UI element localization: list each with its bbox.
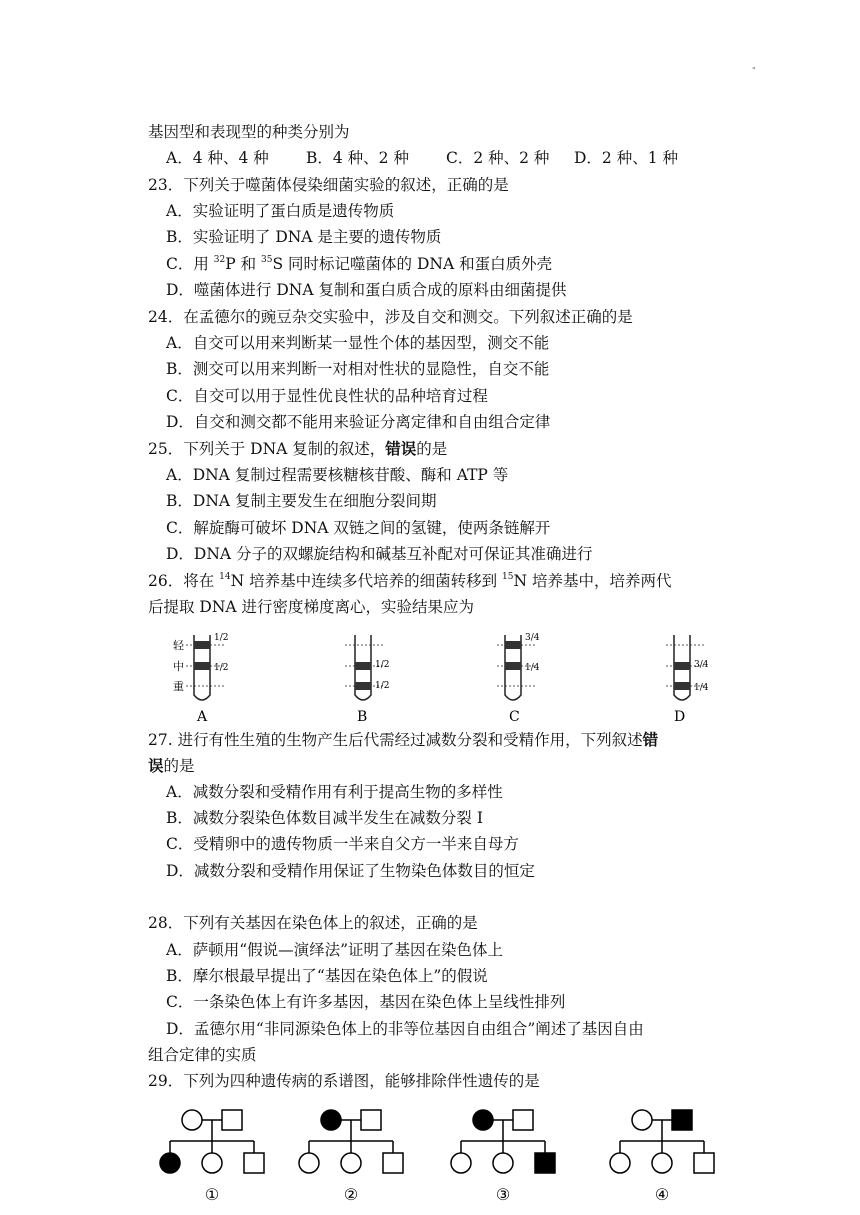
q23-c-pre: C．用 [166, 255, 214, 273]
q26-stem-line1 [148, 571, 671, 591]
tube-b-band-heavy [355, 682, 371, 690]
q27-l1-emphasis: 错 [642, 730, 659, 749]
tube-d-band-middle [674, 662, 690, 670]
tube-b-band-middle [355, 662, 371, 670]
q26-centrifuge-figure [0, 625, 860, 725]
pedigree-1-child-1-female [160, 1153, 180, 1173]
q24-stem: 24．在孟德尔的豌豆杂交实验中，涉及自交和测交。下列叙述正确的是 [148, 308, 633, 326]
q27-stem-line1 [148, 730, 658, 750]
pedigree-3-label: ③ [495, 1185, 511, 1204]
q24-option-d: D．自交和测交都不能用来验证分离定律和自由组合定律 [166, 413, 551, 431]
corner-mark: " [752, 66, 756, 75]
tube-c-fraction-2: 1/4 [525, 663, 540, 673]
pedigree-4-father [672, 1110, 692, 1130]
q23-c-sup2: 35 [261, 255, 273, 265]
q23-stem: 23．下列关于噬菌体侵染细菌实验的叙述，正确的是 [148, 176, 509, 194]
tube-d [666, 635, 709, 725]
pedigree-2-child-2-female [341, 1153, 361, 1173]
q23-c-post: S 同时标记噬菌体的 DNA 和蛋白质外壳 [272, 255, 553, 273]
tube-b-label: B [357, 709, 368, 725]
pedigree-2-mother [321, 1110, 341, 1130]
pedigree-3-father [513, 1110, 533, 1130]
pedigree-4-label: ④ [654, 1185, 670, 1204]
tube-a-fraction-1: 1/2 [214, 633, 229, 643]
q25-stem-post: 的是 [416, 440, 448, 458]
q27-l1-pre: 27. 进行有性生殖的生物产生后代需经过减数分裂和受精作用，下列叙述 [148, 731, 643, 749]
q26-l1-pre: 26．将在 [148, 572, 220, 590]
q23-option-c [166, 254, 552, 274]
pedigree-1-mother [182, 1110, 202, 1130]
row-label-middle: 中 [173, 660, 184, 673]
pedigree-2-child-3-male [383, 1153, 403, 1173]
pedigree-4-child-2-female [652, 1153, 672, 1173]
q26-stem-line2: 后提取 DNA 进行密度梯度离心，实验结果应为 [148, 598, 475, 616]
q24-option-b: B．测交可以用来判断一对相对性状的显隐性，自交不能 [166, 360, 550, 378]
tube-d-label: D [674, 709, 686, 725]
pedigree-1-child-2-female [202, 1153, 222, 1173]
q22-option-b: B．4 种、2 种 [306, 149, 409, 167]
q23-option-b: B．实验证明了 DNA 是主要的遗传物质 [166, 228, 442, 246]
tube-a-label: A [197, 709, 208, 725]
tube-b [345, 635, 389, 725]
tube-a-fraction-2: 1/2 [214, 663, 229, 673]
tube-b-fraction-1: 1/2 [375, 660, 390, 670]
q22-option-d: D．2 种、1 种 [574, 149, 679, 167]
q22-tail: 基因型和表现型的种类分别为 [148, 123, 350, 141]
tube-c [497, 633, 540, 725]
q28-option-d-line2: 组合定律的实质 [148, 1046, 257, 1064]
tube-d-fraction-1: 3/4 [694, 660, 709, 670]
q29-stem: 29．下列为四种遗传病的系谱图，能够排除伴性遗传的是 [148, 1072, 540, 1090]
q25-option-d: D．DNA 分子的双螺旋结构和碱基互补配对可保证其准确进行 [166, 545, 593, 563]
q29-pedigree-figure [0, 1098, 860, 1208]
q28-option-d-line1: D．孟德尔用“非同源染色体上的非等位基因自由组合”阐述了基因自由 [166, 1020, 644, 1038]
q28-stem: 28．下列有关基因在染色体上的叙述，正确的是 [148, 914, 478, 932]
pedigree-2-father [361, 1110, 381, 1130]
pedigree-2-label: ② [343, 1185, 359, 1204]
tube-c-fraction-1: 3/4 [525, 633, 540, 643]
q28-option-c: C．一条染色体上有许多基因，基因在染色体上呈线性排列 [166, 993, 566, 1011]
tube-a-band-light [194, 641, 210, 649]
pedigree-3-child-2-female [493, 1153, 513, 1173]
pedigree-3-child-3-male [535, 1153, 555, 1173]
tube-a [186, 633, 228, 725]
row-label-heavy: 重 [173, 680, 184, 693]
q23-c-mid: P 和 [225, 255, 262, 273]
q25-option-b: B．DNA 复制主要发生在细胞分裂间期 [166, 492, 437, 510]
q26-l1-post: N 培养基中，培养两代 [513, 572, 672, 590]
q25-option-a: A．DNA 复制过程需要核糖核苷酸、酶和 ATP 等 [166, 466, 509, 484]
tube-d-fraction-2: 1/4 [694, 683, 709, 693]
q25-stem-emphasis: 错误 [385, 439, 417, 458]
tube-b-fraction-2: 1/2 [375, 681, 390, 691]
q26-l1-mid: N 培养基中连续多代培养的细菌转移到 [230, 572, 503, 590]
q27-stem-line2 [148, 756, 195, 776]
q26-sup2: 15 [502, 572, 514, 582]
pedigree-4-child-1-female [610, 1153, 630, 1173]
q27-option-a: A．减数分裂和受精作用有利于提高生物的多样性 [166, 783, 503, 801]
tube-a-band-middle [194, 662, 210, 670]
q23-option-a: A．实验证明了蛋白质是遗传物质 [166, 202, 395, 220]
q28-option-a: A．萨顿用“假说—演绎法”证明了基因在染色体上 [166, 941, 504, 959]
pedigree-1-child-3-male [244, 1153, 264, 1173]
q27-l2-post: 的是 [163, 757, 195, 775]
q25-stem-pre: 25．下列关于 DNA 复制的叙述， [148, 440, 386, 458]
tube-c-band-light [505, 641, 521, 649]
pedigree-1-father [222, 1110, 242, 1130]
q26-sup1: 14 [219, 572, 231, 582]
q23-c-sup1: 32 [213, 255, 226, 265]
tube-c-band-middle [505, 662, 521, 670]
q22-option-c: C．2 种、2 种 [446, 149, 550, 167]
q25-stem [148, 439, 447, 459]
q27-option-d: D．减数分裂和受精作用保证了生物染色体数目的恒定 [166, 862, 535, 880]
pedigree-3-mother [473, 1110, 493, 1130]
q24-option-c: C．自交可以用于显性优良性状的品种培育过程 [166, 387, 488, 405]
pedigree-3-child-1-female [451, 1153, 471, 1173]
pedigree-2-child-1-female [299, 1153, 319, 1173]
pedigree-4-mother [632, 1110, 652, 1130]
q28-option-b: B．摩尔根最早提出了“基因在染色体上”的假说 [166, 967, 488, 985]
q23-option-d: D．噬菌体进行 DNA 复制和蛋白质合成的原料由细菌提供 [166, 281, 567, 299]
q24-option-a: A．自交可以用来判断某一显性个体的基因型，测交不能 [166, 334, 550, 352]
q22-option-a: A．4 种、4 种 [166, 149, 269, 167]
pedigree-4-child-3-male [694, 1153, 714, 1173]
row-label-light: 轻 [173, 639, 184, 652]
tube-c-label: C [509, 709, 520, 725]
q27-option-b: B．减数分裂染色体数目减半发生在减数分裂 I [166, 809, 483, 827]
q27-l2-emphasis: 误 [148, 756, 164, 775]
pedigree-1-label: ① [204, 1185, 220, 1204]
q27-option-c: C．受精卵中的遗传物质一半来自父方一半来自母方 [166, 835, 519, 853]
tube-d-band-heavy [674, 682, 690, 690]
q25-option-c: C．解旋酶可破坏 DNA 双链之间的氢键，使两条链解开 [166, 519, 551, 537]
q22-options [166, 148, 678, 168]
